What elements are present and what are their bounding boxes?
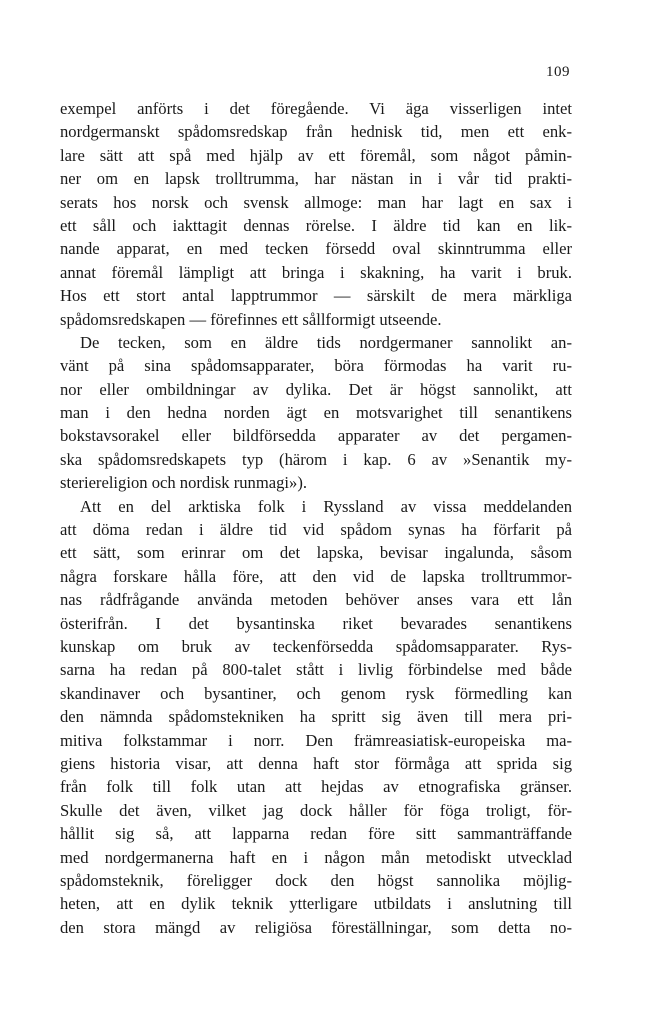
text-line: nande apparat, en med tecken försedd oval skinntrumma eller <box>60 239 572 259</box>
text-line: ner om en lapsk trolltrumma, har nästan in i vår tid prakti- <box>60 169 572 189</box>
text-line: spådomsteknik, föreligger dock den högst sannolika möjlig- <box>60 870 572 890</box>
text-line: skandinaver och bysantiner, och genom rysk förmedling kan <box>60 683 572 703</box>
body-text <box>60 97 572 939</box>
text-line: Skulle det även, vilket jag dock håller för föga troligt, för- <box>60 800 572 820</box>
text-line: lare sätt att spå med hjälp av ett föremål, som något påmin- <box>60 145 572 165</box>
text-line: serats hos norsk och svensk allmoge: man har lagt en sax i <box>60 192 572 212</box>
text-line: Hos ett stort antal lapptrummor — särskilt de mera märkliga <box>60 286 572 306</box>
text-line: man i den hedna norden ägt en motsvarighet till senantikens <box>60 403 572 423</box>
text-line: exempel anförts i det föregående. Vi äga visserligen intet <box>60 99 572 118</box>
text-line: bokstavsorakel eller bildförsedda apparater av det pergamen- <box>60 426 572 446</box>
text-line: vänt på sina spådomsapparater, böra förmodas ha varit ru- <box>60 356 572 376</box>
text-line: sarna ha redan på 800-talet stått i livlig förbindelse med både <box>60 660 572 680</box>
text-line: mitiva folkstammar i norr. Den främreasiatisk-europeiska ma- <box>60 730 572 750</box>
text-line: Att en del arktiska folk i Ryssland av vissa meddelanden <box>80 496 572 516</box>
text-line: ett såll och iakttagit dennas rörelse. I äldre tid kan en lik- <box>60 215 572 235</box>
text-line: från folk till folk utan att hejdas av etnografiska gränser. <box>60 777 572 797</box>
text-line: några forskare hålla före, att den vid de lapska trolltrummor- <box>60 566 572 586</box>
text-line: hållit sig så, att lapparna redan före sitt sammanträffande <box>60 824 572 844</box>
text-line: spådomsredskapen — förefinnes ett sållformigt utseende. <box>60 309 442 329</box>
text-line: den nämnda spådomstekniken ha spritt sig även till mera pri- <box>60 707 572 727</box>
text-line: steriereligion och nordisk runmagi»). <box>60 473 308 493</box>
text-line: nordgermanskt spådomsredskap från hednisk tid, men ett enk- <box>60 122 572 142</box>
text-line: med nordgermanerna haft en i någon mån metodiskt utvecklad <box>60 847 572 867</box>
text-line: nas rådfrågande använda metoden behöver anses vara ett lån <box>60 590 572 610</box>
text-line: nor eller ombildningar av dylika. Det är högst sannolikt, att <box>60 379 572 399</box>
text-line: kunskap om bruk av teckenförsedda spådomsapparater. Rys- <box>60 636 572 656</box>
text-line: österifrån. I det bysantinska riket bevarades senantikens <box>60 613 572 633</box>
text-line: heten, att en dylik teknik ytterligare utbildats i anslutning till <box>60 894 572 914</box>
text-line: ska spådomsredskapets typ (härom i kap. 6 av »Senantik my- <box>60 449 572 469</box>
text-line: den stora mängd av religiösa föreställningar, som detta no- <box>60 917 572 937</box>
text-line: giens historia visar, att denna haft stor förmåga att sprida sig <box>60 753 572 773</box>
text-line: annat föremål lämpligt att bringa i skakning, ha varit i bruk. <box>60 262 572 282</box>
text-line: att döma redan i äldre tid vid spådom synas ha förfarit på <box>60 520 572 540</box>
page-number: 109 <box>546 64 570 80</box>
text-line: De tecken, som en äldre tids nordgermaner sannolikt an- <box>80 332 572 352</box>
text-line: ett sätt, som erinrar om det lapska, bevisar ingalunda, såsom <box>60 543 572 563</box>
